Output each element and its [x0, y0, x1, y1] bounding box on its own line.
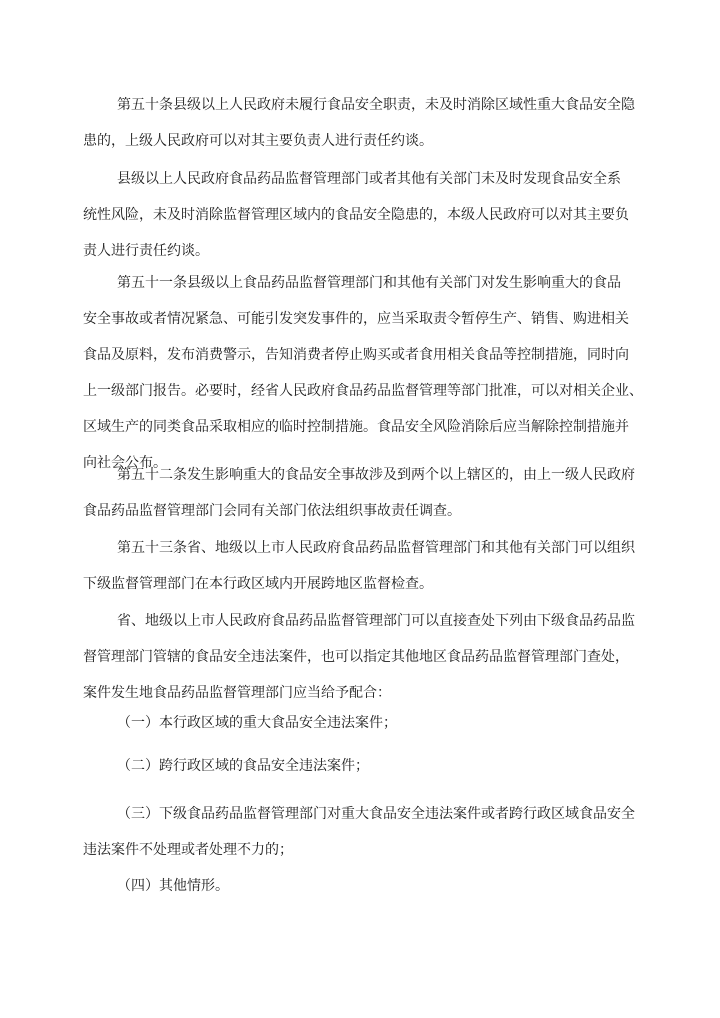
text-line: 第五十条县级以上人民政府未履行食品安全职责，未及时消除区域性重大食品安全隐	[117, 97, 635, 113]
text-line: 安全事故或者情况紧急、可能引发突发事件的，应当采取责令暂停生产、销售、购进相关	[83, 311, 629, 327]
text-line: 统性风险，未及时消除监督管理区域内的食品安全隐患的，本级人民政府可以对其主要负	[83, 207, 629, 223]
text-line: 县级以上人民政府食品药品监督管理部门或者其他有关部门未及时发现食品安全系	[117, 171, 621, 187]
text-line: （二）跨行政区域的食品安全违法案件；	[117, 758, 369, 774]
text-line: 督管理部门管辖的食品安全违法案件，也可以指定其他地区食品药品监督管理部门查处，	[83, 649, 629, 665]
text-line: （一）本行政区域的重大食品安全违法案件；	[117, 715, 397, 731]
paragraph-article-50-part2	[83, 161, 643, 269]
paragraph-article-52	[83, 457, 643, 529]
text-line: 区域生产的同类食品采取相应的临时控制措施。食品安全风险消除后应当解除控制措施并	[83, 419, 629, 435]
paragraph-article-51	[83, 265, 643, 481]
text-line: 案件发生地食品药品监督管理部门应当给予配合：	[83, 685, 391, 701]
text-line: 第五十一条县级以上食品药品监督管理部门和其他有关部门对发生影响重大的食品	[117, 275, 621, 291]
paragraph-article-50	[83, 87, 643, 159]
text-line: 责人进行责任约谈。	[83, 243, 209, 259]
text-line: 食品及原料，发布消费警示，告知消费者停止购买或者食用相关食品等控制措施，同时向	[83, 347, 629, 363]
list-item	[117, 748, 647, 784]
text-line: （四）其他情形。	[117, 878, 229, 894]
text-line: 第五十二条发生影响重大的食品安全事故涉及到两个以上辖区的，由上一级人民政府	[117, 467, 635, 483]
text-line: 患的，上级人民政府可以对其主要负责人进行责任约谈。	[83, 133, 433, 149]
list-item	[83, 796, 647, 868]
paragraph-article-53-part2	[83, 603, 643, 711]
text-line: 上一级部门报告。必要时，经省人民政府食品药品监督管理等部门批准，可以对相关企业、	[83, 383, 643, 399]
paragraph-article-53	[83, 530, 643, 602]
text-line: 向社会公布。	[83, 455, 167, 471]
text-line: 省、地级以上市人民政府食品药品监督管理部门可以直接查处下列由下级食品药品监	[117, 613, 635, 629]
text-line: 下级监督管理部门在本行政区域内开展跨地区监督检查。	[83, 576, 433, 592]
text-line: 食品药品监督管理部门会同有关部门依法组织事故责任调查。	[83, 503, 461, 519]
text-line: 第五十三条省、地级以上市人民政府食品药品监督管理部门和其他有关部门可以组织	[117, 540, 635, 556]
text-line: 违法案件不处理或者处理不力的；	[83, 842, 293, 858]
list-item	[117, 868, 647, 904]
text-line: （三）下级食品药品监督管理部门对重大食品安全违法案件或者跨行政区域食品安全	[117, 806, 635, 822]
list-item	[117, 705, 647, 741]
